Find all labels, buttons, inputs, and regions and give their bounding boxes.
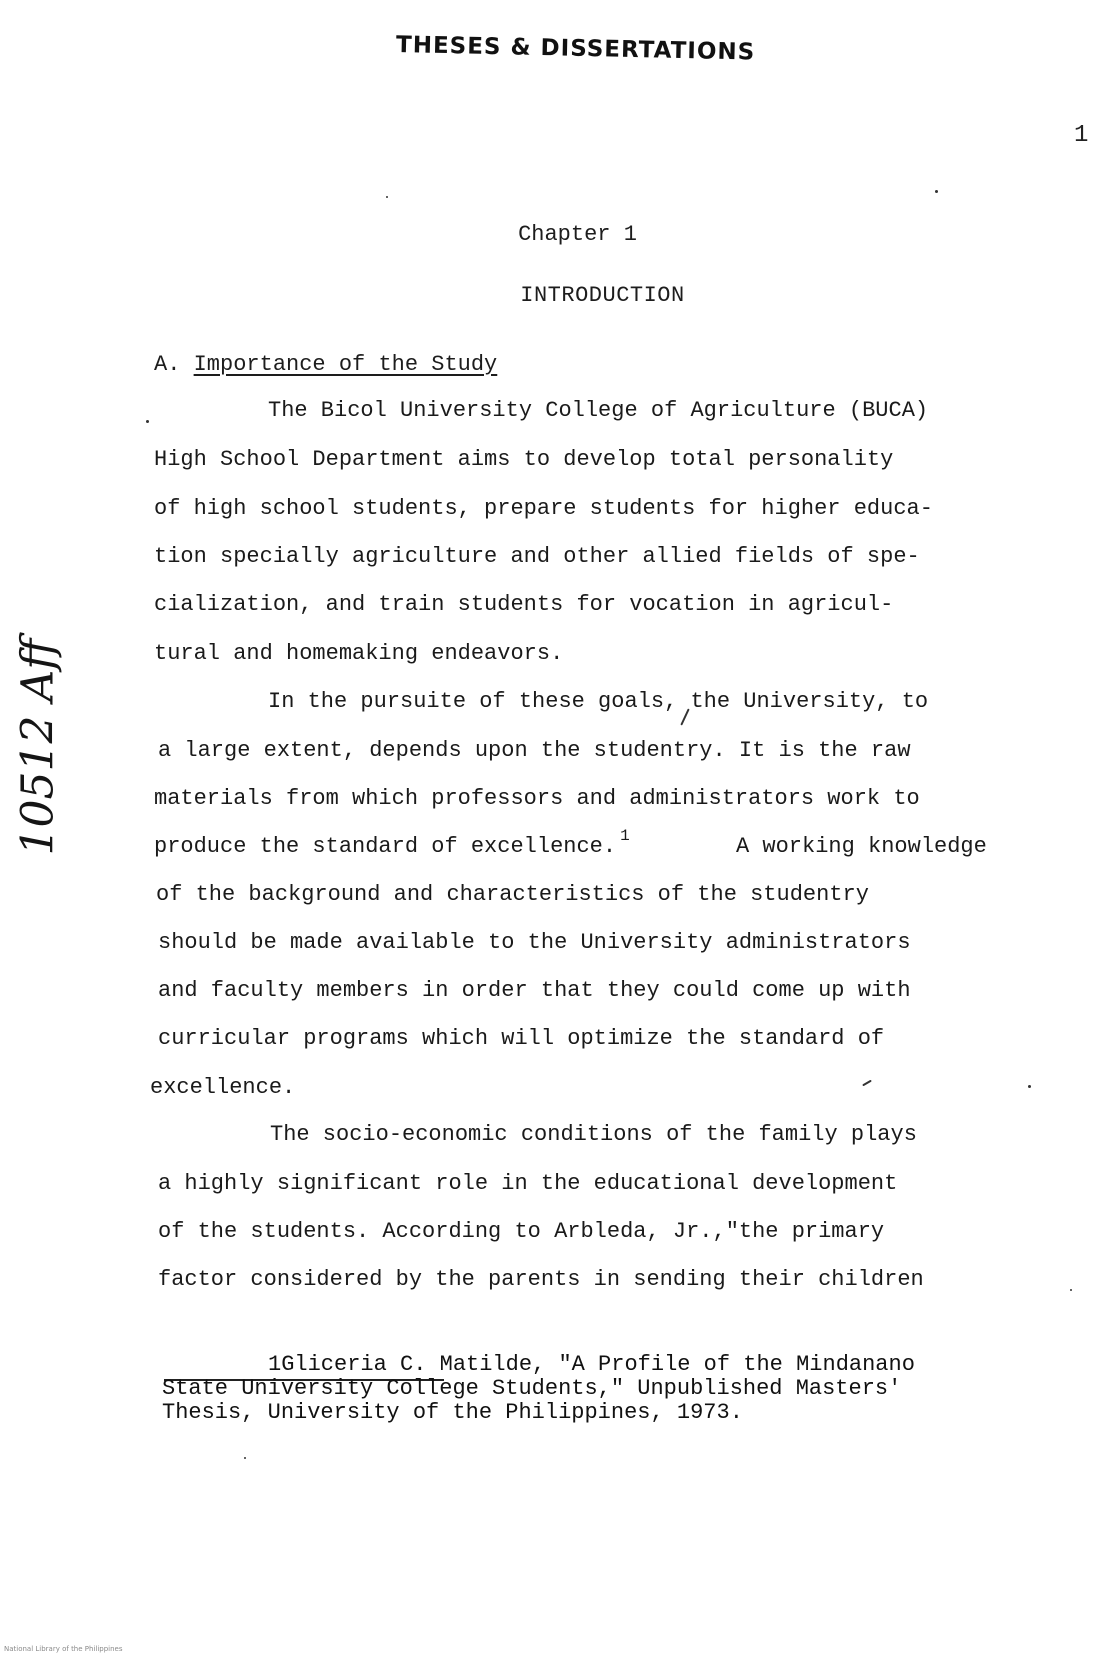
body-line: should be made available to the University administrators bbox=[158, 930, 911, 955]
section-title: Importance of the Study bbox=[193, 352, 498, 377]
chapter-title: Chapter 1 bbox=[518, 222, 637, 247]
body-line: factor considered by the parents in sending their children bbox=[158, 1267, 924, 1292]
page-number: 1 bbox=[1074, 122, 1089, 149]
body-line: curricular programs which will optimize the standard of bbox=[158, 1026, 885, 1051]
body-line: cialization, and train students for vocation in agricul- bbox=[154, 592, 894, 617]
body-line: materials from which professors and administrators work to bbox=[154, 786, 920, 811]
body-line: The Bicol University College of Agriculture (BUCA) bbox=[268, 398, 929, 423]
body-line: A working knowledge bbox=[736, 834, 987, 859]
footnote-line: Thesis, University of the Philippines, 1973. bbox=[162, 1400, 743, 1425]
body-line: and faculty members in order that they could come up with bbox=[158, 978, 911, 1003]
chapter-heading: INTRODUCTION bbox=[520, 283, 685, 308]
section-heading bbox=[154, 352, 497, 377]
body-line: of the students. According to Arbleda, Jr.,"the primary bbox=[158, 1219, 885, 1244]
body-line: In the pursuite of these goals, the University, to bbox=[268, 689, 929, 714]
body-line: tural and homemaking endeavors. bbox=[154, 641, 564, 666]
handwritten-margin-note: 10512 Aff bbox=[12, 638, 64, 856]
body-line: excellence. bbox=[150, 1075, 296, 1100]
footnote-line: 1Gliceria C. Matilde, "A Profile of the Mindanano bbox=[268, 1352, 915, 1377]
body-line: of high school students, prepare students for higher educa- bbox=[154, 496, 933, 521]
body-line: a highly significant role in the educational development bbox=[158, 1171, 898, 1196]
body-line-text: produce the standard of excellence. bbox=[154, 834, 617, 859]
body-line: of the background and characteristics of the studentry bbox=[156, 882, 869, 907]
body-line: High School Department aims to develop total personality bbox=[154, 447, 894, 472]
body-line: a large extent, depends upon the studentry. It is the raw bbox=[158, 738, 911, 763]
footnote-line: State University College Students," Unpublished Masters' bbox=[162, 1376, 902, 1401]
theses-dissertations-stamp: THESES & DISSERTATIONS bbox=[395, 32, 756, 66]
body-line: tion specially agriculture and other allied fields of spe- bbox=[154, 544, 920, 569]
body-line-with-footnote bbox=[154, 827, 630, 859]
section-label: A. bbox=[154, 352, 181, 377]
scan-footer: National Library of the Philippines bbox=[4, 1645, 123, 1653]
body-line: The socio-economic conditions of the family plays bbox=[270, 1122, 917, 1147]
footnote-reference: 1 bbox=[620, 827, 630, 845]
